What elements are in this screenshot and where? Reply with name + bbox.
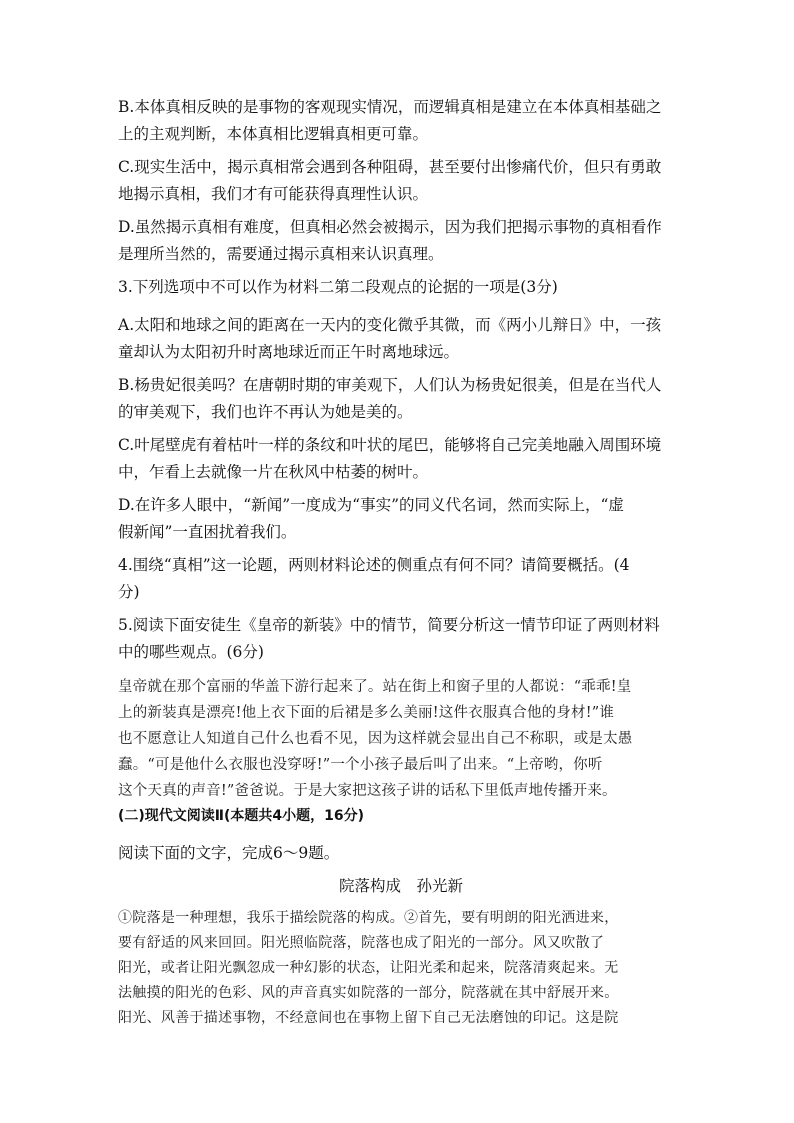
text-line: A.太阳和地球之间的距离在一天内的变化微乎其微，而《两小儿辩日》中，一孩 — [118, 316, 662, 334]
q5 — [118, 612, 684, 666]
text-line: 是理所当然的，需要通过揭示真相来认识真理。 — [118, 245, 444, 263]
text-line: 的审美观下，我们也许不再认为她是美的。 — [118, 403, 413, 421]
text-line: 童却认为太阳初升时离地球近而正午时离地球远。 — [118, 343, 460, 361]
text-line: 中的哪些观点。(6分) — [118, 643, 264, 661]
article-title-text: 院落构成 孙光新 — [338, 877, 463, 895]
article-line: 法触摸的阳光的色彩、风的声音真实如院落的一部分，院落就在其中舒展开来。 — [118, 985, 619, 1001]
text-line: B.本体真相反映的是事物的客观现实情况，而逻辑真相是建立在本体真相基础之 — [118, 98, 662, 116]
text-line: 地揭示真相，我们才有可能获得真理性认识。 — [118, 185, 429, 203]
text-line: 4.围绕“真相”这一论题，两则材料论述的侧重点有何不同？请简要概括。(4 — [118, 556, 630, 574]
article-line: ①院落是一种理想，我乐于描绘院落的构成。②首先，要有明朗的阳光洒进来， — [118, 910, 619, 926]
text-line: 中，乍看上去就像一片在秋风中枯萎的树叶。 — [118, 463, 429, 481]
text-line: 假新闻”一直困扰着我们。 — [118, 523, 297, 541]
excerpt-line: 上的新装真是漂亮!他上衣下面的后裙是多么美丽!这件衣服真合他的身材!”谁 — [118, 705, 615, 721]
q2-option-c — [118, 154, 684, 208]
instruction-text: 阅读下面的文字，完成6～9题。 — [118, 844, 340, 862]
q2-option-d — [118, 214, 684, 268]
article-line: 阳光，或者让阳光飘忽成一种幻影的状态，让阳光柔和起来，院落清爽起来。无 — [118, 960, 619, 976]
section-heading-text: (二)现代文阅读Ⅱ(本题共4小题，16分) — [118, 808, 365, 824]
excerpt-passage — [118, 674, 684, 804]
q3-option-a — [118, 312, 684, 366]
text-line: C.叶尾壁虎有着枯叶一样的条纹和叶状的尾巴，能够将自己完美地融入周围环境 — [118, 436, 662, 454]
text-line: D.虽然揭示真相有难度，但真相必然会被揭示，因为我们把揭示事物的真相看作 — [118, 218, 662, 236]
excerpt-line: 皇帝就在那个富丽的华盖下游行起来了。站在街上和窗子里的人都说：“乖乖!皇 — [118, 679, 632, 695]
article-title — [118, 874, 684, 896]
article-line: 要有舒适的风来回回。阳光照临院落，院落也成了阳光的一部分。风又吹散了 — [118, 935, 605, 951]
q3-option-d — [118, 492, 684, 546]
text-line: B.杨贵妃很美吗？在唐朝时期的审美观下，人们认为杨贵妃很美，但是在当代人 — [118, 376, 662, 394]
text-line: 上的主观判断，本体真相比逻辑真相更可靠。 — [118, 125, 429, 143]
text-line: 分) — [118, 583, 140, 601]
article-line: 阳光、风善于描述事物，不经意间也在事物上留下自己无法磨蚀的印记。这是院 — [118, 1010, 619, 1026]
article-body — [118, 906, 684, 1031]
q4 — [118, 552, 684, 606]
instruction — [118, 840, 684, 867]
text-line: 5.阅读下面安徒生《皇帝的新装》中的情节，简要分析这一情节印证了两则材料 — [118, 616, 660, 634]
q3-option-b — [118, 372, 684, 426]
section-heading — [118, 804, 684, 828]
excerpt-line: 这个天真的声音!”爸爸说。于是大家把这孩子讲的话私下里低声地传播开来。 — [118, 783, 617, 799]
q2-option-b — [118, 94, 684, 148]
q3-option-c — [118, 432, 684, 486]
q3-stem — [118, 274, 684, 301]
text-line: C.现实生活中，揭示真相常会遇到各种阻碍，甚至要付出惨痛代价，但只有勇敢 — [118, 158, 662, 176]
text-line: D.在许多人眼中，“新闻”一度成为“事实”的同义代名词，然而实际上，“虚 — [118, 496, 624, 514]
excerpt-line: 蠢。“可是他什么衣服也没穿呀!”一个小孩子最后叫了出来。“上帝哟，你听 — [118, 757, 603, 773]
question-stem: 3.下列选项中不可以作为材料二第二段观点的论据的一项是(3分) — [118, 278, 558, 296]
excerpt-line: 也不愿意让人知道自己什么也看不见，因为这样就会显出自己不称职，或是太愚 — [118, 731, 633, 747]
